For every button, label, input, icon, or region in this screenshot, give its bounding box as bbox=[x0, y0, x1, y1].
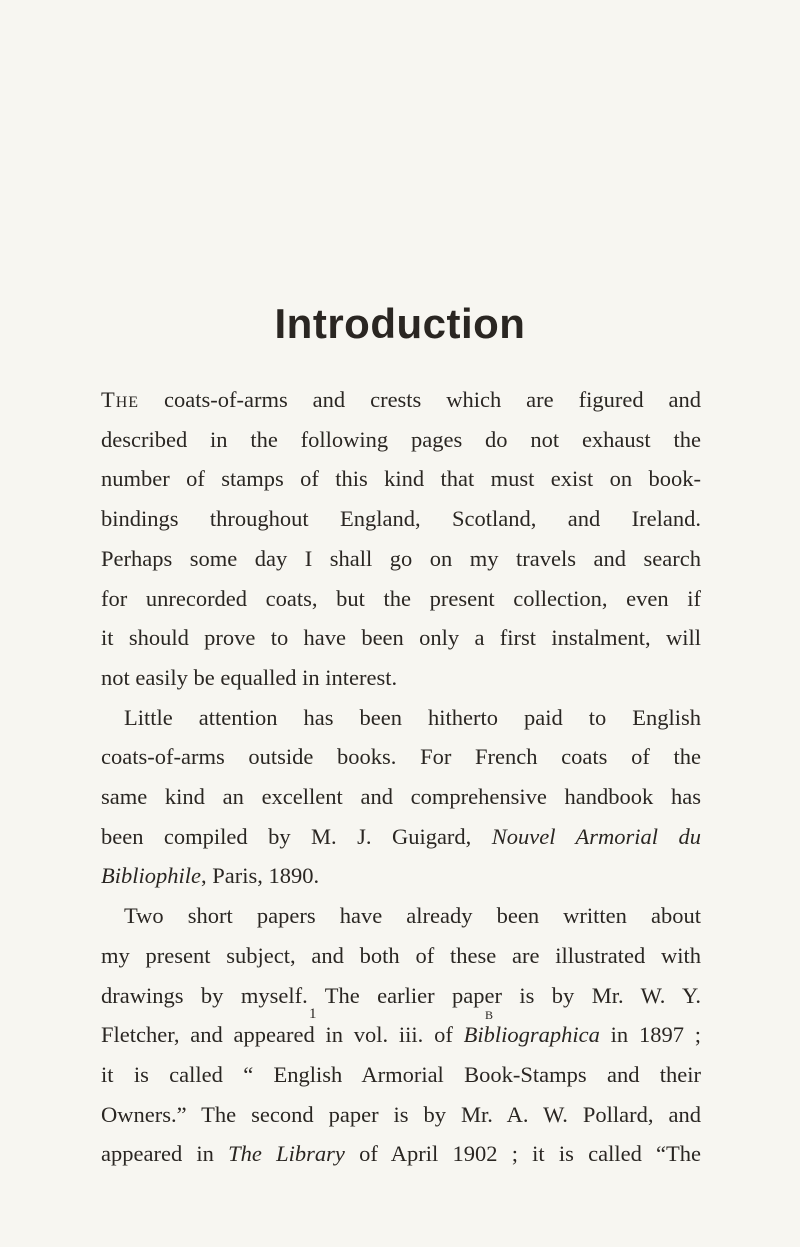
text-run: Fletcher, and appeared in vol. iii. of bbox=[101, 1022, 464, 1048]
text-run: coats-of-arms and crests which are figured and bbox=[139, 387, 701, 412]
text-run: , Paris, 1890. bbox=[201, 863, 320, 889]
text-run: coats-of-arms outside books. For French coats of the bbox=[101, 744, 701, 770]
italic-text: Nouvel Armorial du bbox=[491, 823, 701, 849]
text-run: number of stamps of this kind that must exist on book- bbox=[101, 466, 701, 492]
text-line bbox=[101, 1095, 701, 1135]
text-line bbox=[101, 499, 701, 539]
text-run: same kind an excellent and comprehensive handbook has bbox=[101, 784, 701, 810]
text-run: in 1897 ; bbox=[599, 1022, 701, 1048]
italic-text: Bibliographica bbox=[463, 1022, 600, 1048]
text-run: not easily be equalled in interest. bbox=[101, 664, 398, 690]
text-run: for unrecorded coats, but the present collection, even if bbox=[101, 585, 701, 611]
text-line bbox=[101, 459, 701, 499]
text-line bbox=[101, 579, 701, 619]
text-line bbox=[101, 539, 701, 579]
text-line bbox=[101, 618, 701, 658]
text-line bbox=[101, 658, 701, 698]
text-line bbox=[101, 1134, 701, 1174]
text-run: of April 1902 ; it is called “The bbox=[344, 1141, 701, 1167]
text-run: appeared in bbox=[101, 1141, 229, 1167]
page-title: Introduction bbox=[274, 300, 526, 347]
page-footer bbox=[0, 1006, 800, 1030]
text-line bbox=[101, 380, 701, 420]
text-run: Little attention has been hitherto paid to English bbox=[124, 704, 701, 730]
italic-text: The Library bbox=[228, 1141, 345, 1167]
signature-mark: B bbox=[485, 1008, 494, 1022]
text-run: bindings throughout England, Scotland, and Ireland. bbox=[101, 506, 701, 532]
text-run: been compiled by M. J. Guigard, bbox=[101, 823, 492, 849]
text-run: it should prove to have been only a first instalment, will bbox=[101, 625, 701, 651]
body-text bbox=[101, 380, 701, 1174]
text-line bbox=[101, 777, 701, 817]
text-line bbox=[101, 896, 701, 936]
page-number: 1 bbox=[309, 1006, 317, 1022]
text-line bbox=[101, 856, 701, 896]
text-line bbox=[101, 698, 701, 738]
text-run: Perhaps some day I shall go on my travels and search bbox=[101, 545, 701, 571]
text-run: my present subject, and both of these are illustrated with bbox=[101, 942, 701, 968]
text-line bbox=[101, 737, 701, 777]
text-run: Owners.” The second paper is by Mr. A. W. Pollard, and bbox=[101, 1101, 701, 1127]
text-run: described in the following pages do not exhaust the bbox=[101, 426, 701, 452]
italic-text: Bibliophile bbox=[101, 863, 201, 889]
text-run: it is called “ English Armorial Book-Stamps and their bbox=[101, 1061, 701, 1087]
small-caps-text: The bbox=[101, 387, 140, 412]
text-line bbox=[101, 817, 701, 857]
text-run: Two short papers have already been written about bbox=[124, 903, 701, 929]
text-line bbox=[101, 420, 701, 460]
text-run: drawings by myself. The earlier paper is by Mr. W. Y. bbox=[101, 982, 701, 1008]
text-line bbox=[101, 1055, 701, 1095]
text-line bbox=[101, 936, 701, 976]
